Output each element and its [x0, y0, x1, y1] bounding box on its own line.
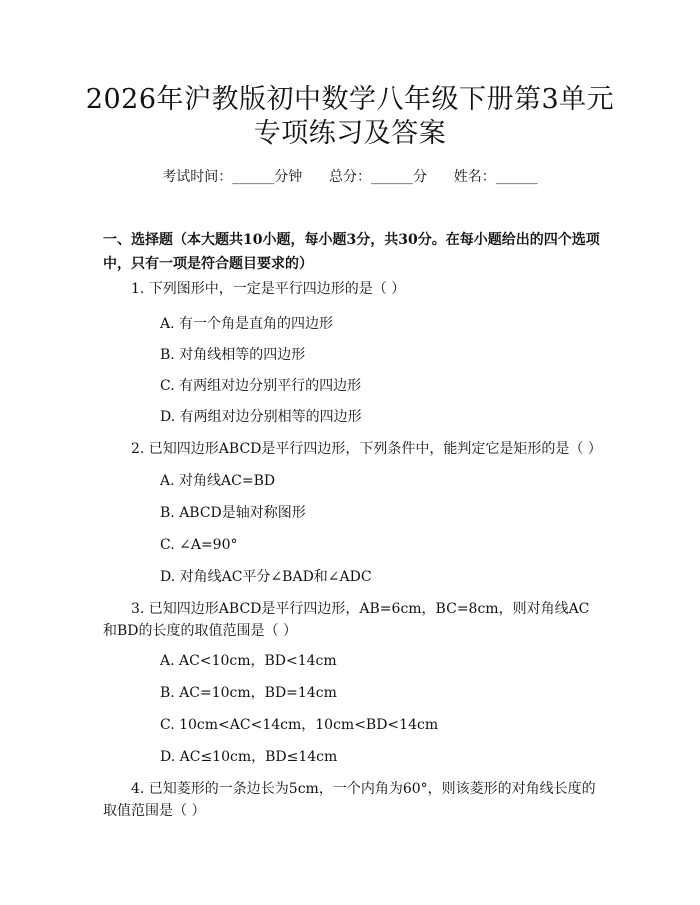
question-2-option-d: D. 对角线AC平分∠BAD和∠ADC	[160, 569, 372, 585]
question-2-stem: 2. 已知四边形ABCD是平行四边形，下列条件中，能判定它是矩形的是（ ）	[131, 441, 602, 457]
question-3-option-c: C. 10cm<AC<14cm，10cm<BD<14cm	[160, 717, 439, 733]
document-title-line2: 专项练习及答案	[253, 118, 447, 149]
question-2-option-c: C. ∠A=90°	[160, 537, 238, 553]
question-3-option-a: A. AC<10cm，BD<14cm	[160, 653, 337, 669]
exam-time-field: 考试时间：______分钟	[162, 169, 303, 185]
student-name-field: 姓名：______	[453, 169, 538, 185]
question-3-stem: 3. 已知四边形ABCD是平行四边形，AB=6cm，BC=8cm，则对角线AC和BD的长度的取值范围是（ ）	[103, 601, 590, 639]
total-score-field: 总分：______分	[329, 169, 427, 185]
question-1-option-c: C. 有两组对边分别平行的四边形	[160, 378, 362, 394]
question-1-stem: 1. 下列图形中，一定是平行四边形的是（ ）	[131, 281, 406, 297]
question-3-option-d: D. AC≤10cm，BD≤14cm	[160, 749, 338, 765]
question-3-option-b: B. AC=10cm，BD=14cm	[160, 685, 337, 701]
question-1-option-d: D. 有两组对边分别相等的四边形	[160, 409, 362, 425]
exam-meta-line	[0, 166, 700, 188]
question-4-stem: 4. 已知菱形的一条边长为5cm，一个内角为60°，则该菱形的对角线长度的取值范围是（ ）	[103, 781, 596, 819]
question-1-option-b: B. 对角线相等的四边形	[160, 347, 306, 363]
question-2-option-b: B. ABCD是轴对称图形	[160, 505, 306, 521]
question-2-option-a: A. 对角线AC=BD	[160, 473, 276, 489]
document-title-line1: 2026年沪教版初中数学八年级下册第3单元	[85, 84, 615, 115]
section-heading-multiple-choice: 一、选择题（本大题共10小题，每小题3分，共30分。在每小题给出的四个选项中，只有一项是符合题目要求的）	[103, 232, 600, 272]
question-1-option-a: A. 有一个角是直角的四边形	[160, 316, 334, 332]
